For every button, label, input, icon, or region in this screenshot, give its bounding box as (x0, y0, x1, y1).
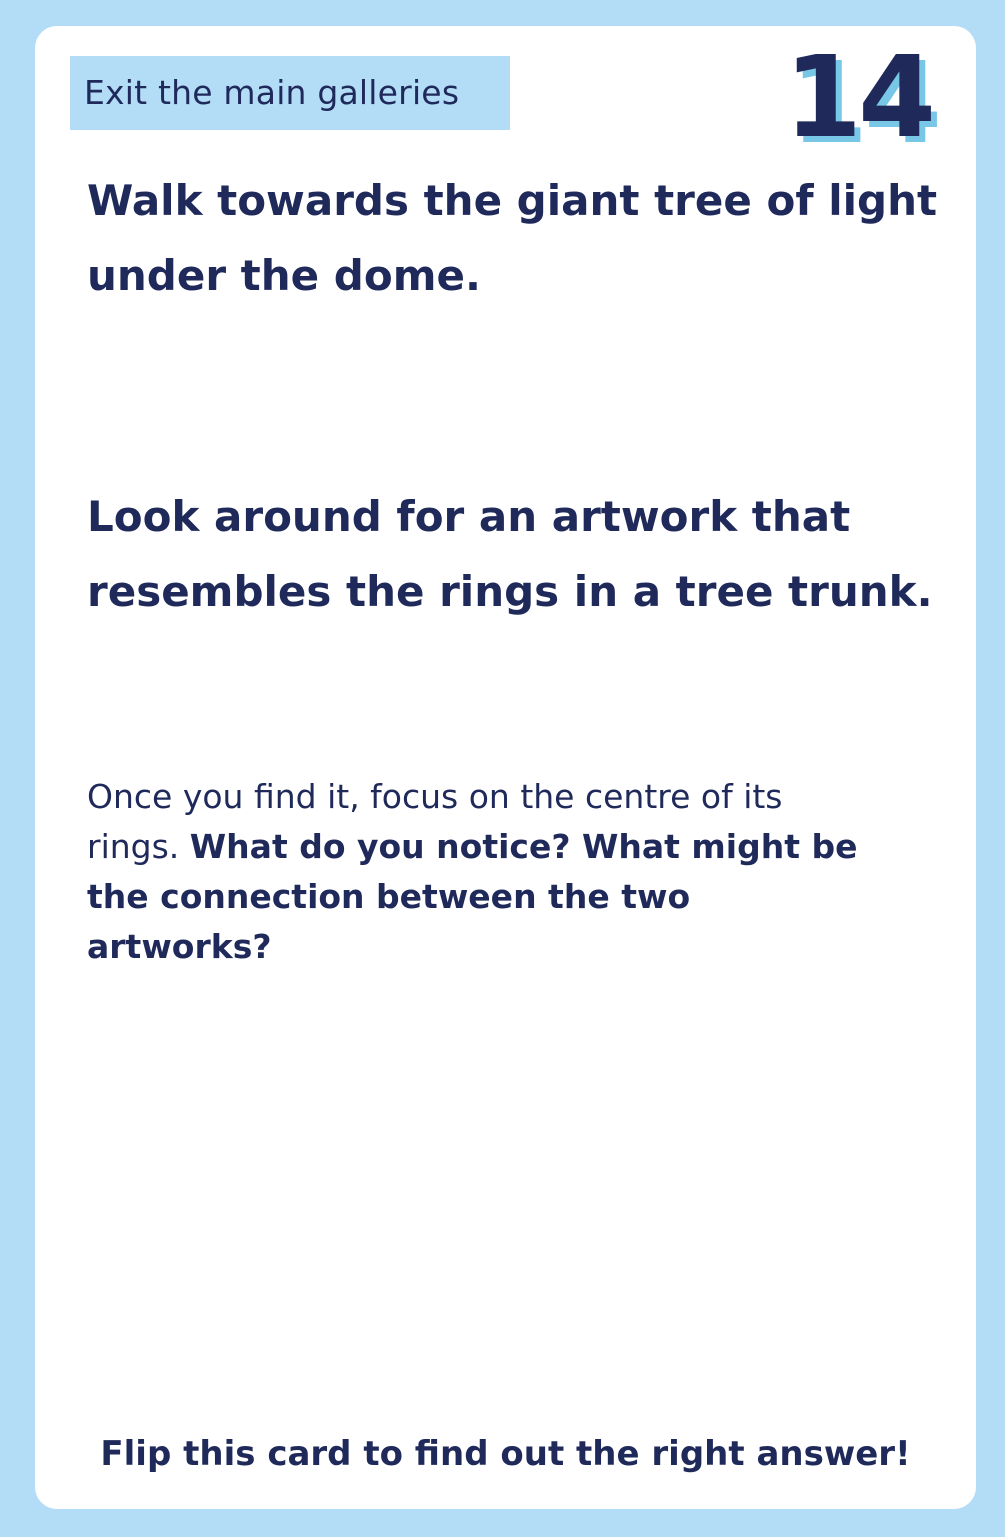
flip-card-footer: Flip this card to find out the right answer! (100, 1434, 911, 1474)
card-number: 14 (784, 33, 932, 163)
prompt-question: What do you notice? What might be the connection between the two artworks? (87, 827, 858, 966)
activity-card (35, 26, 976, 1509)
instruction-look: Look around for an artwork that resembles the rings in a tree trunk. (87, 492, 933, 616)
question-prompt (87, 772, 877, 972)
instruction-walk: Walk towards the giant tree of light under the dome. (87, 176, 938, 300)
section-label: Exit the main galleries (70, 56, 510, 130)
prompt-intro: Once you find it, focus on the centre of its rings. (87, 777, 783, 866)
